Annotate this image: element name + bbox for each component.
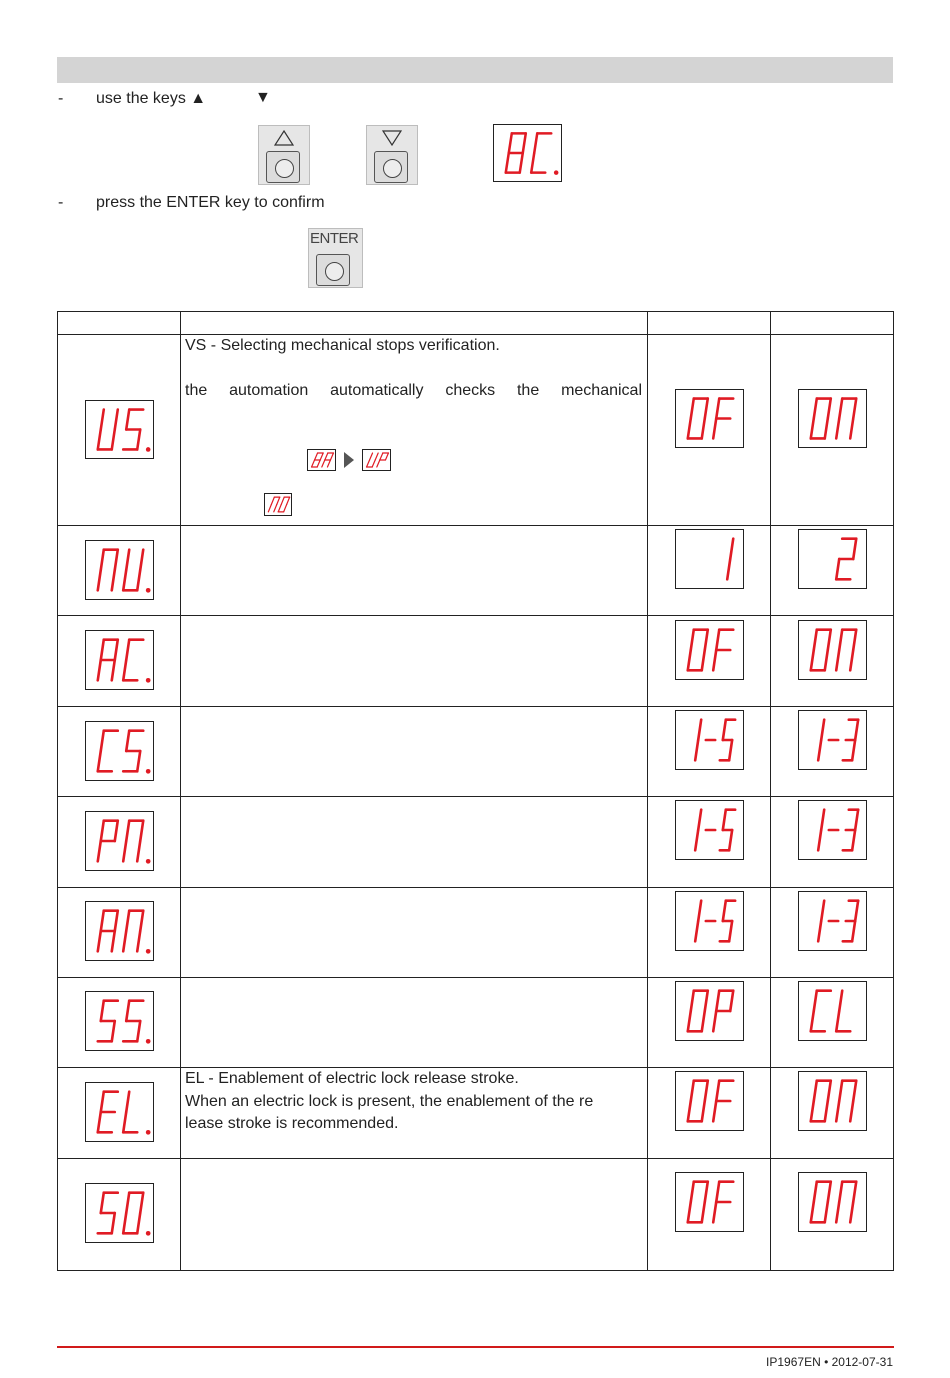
up-triangle-icon <box>274 130 294 146</box>
value2-display <box>798 529 867 589</box>
value2-display <box>798 620 867 680</box>
enter-key-button[interactable] <box>308 228 363 288</box>
row-divider <box>58 796 893 797</box>
value2-display <box>798 710 867 770</box>
column-divider <box>647 312 648 1270</box>
value1-display <box>675 891 744 951</box>
inline-display-mq <box>264 493 292 516</box>
value1-display <box>675 1172 744 1232</box>
key-well <box>266 151 300 183</box>
column-divider <box>770 312 771 1270</box>
description-line <box>185 358 642 381</box>
up-key-button[interactable] <box>258 125 310 185</box>
description-line: the automation automatically checks the mechanical <box>185 382 642 399</box>
inline-display-vr <box>362 449 391 471</box>
code-display-ss <box>85 991 154 1051</box>
code-display-el <box>85 1082 154 1142</box>
row-divider <box>58 887 893 888</box>
down-arrow-glyph: ▼ <box>255 89 271 106</box>
section-header-bar <box>57 57 893 83</box>
code-display-rm <box>85 811 154 871</box>
key-well <box>374 151 408 183</box>
down-key-button[interactable] <box>366 125 418 185</box>
code-display-nw <box>85 540 154 600</box>
value1-display <box>675 1071 744 1131</box>
value1-display <box>675 620 744 680</box>
row-divider <box>58 615 893 616</box>
document-reference: IP1967EN • 2012-07-31 <box>766 1355 893 1369</box>
row-divider <box>58 977 893 978</box>
key-round <box>325 262 344 281</box>
description-el <box>185 1068 642 1136</box>
press-enter-text: press the ENTER key to confirm <box>96 194 325 211</box>
bullet-dash: - <box>58 90 64 107</box>
value2-display <box>798 800 867 860</box>
bullet-dash: - <box>58 194 64 211</box>
display-example-bc <box>493 124 562 182</box>
value2-display <box>798 1172 867 1232</box>
code-display-vs <box>85 400 154 459</box>
description-vs <box>185 335 642 403</box>
value1-display <box>675 800 744 860</box>
code-display-ac <box>85 630 154 690</box>
down-triangle-icon <box>382 130 402 146</box>
value2-display <box>798 981 867 1041</box>
row-divider <box>58 525 893 526</box>
value2-display <box>798 389 867 448</box>
value1-display <box>675 389 744 448</box>
enter-key-label: ENTER <box>310 230 359 247</box>
value1-display <box>675 529 744 589</box>
key-well <box>316 254 350 286</box>
value1-display <box>675 710 744 770</box>
key-round <box>275 159 294 178</box>
description-line: When an electric lock is present, the enablement of the re <box>185 1092 594 1110</box>
row-divider <box>58 706 893 707</box>
footer-rule <box>57 1346 894 1348</box>
description-line: VS - Selecting mechanical stops verification. <box>185 337 500 354</box>
value2-display <box>798 1071 867 1131</box>
use-keys-text: use the keys ▲ <box>96 90 207 107</box>
value1-display <box>675 981 744 1041</box>
description-line: lease stroke is recommended. <box>185 1115 399 1132</box>
value2-display <box>798 891 867 951</box>
code-display-so <box>85 1183 154 1243</box>
column-divider <box>180 312 181 1270</box>
row-divider <box>58 1158 893 1159</box>
key-round <box>383 159 402 178</box>
code-display-cs <box>85 721 154 781</box>
code-display-am <box>85 901 154 961</box>
arrow-right-icon <box>343 451 355 469</box>
inline-display-ba <box>307 449 336 471</box>
description-line: EL - Enablement of electric lock release stroke. <box>185 1070 519 1087</box>
